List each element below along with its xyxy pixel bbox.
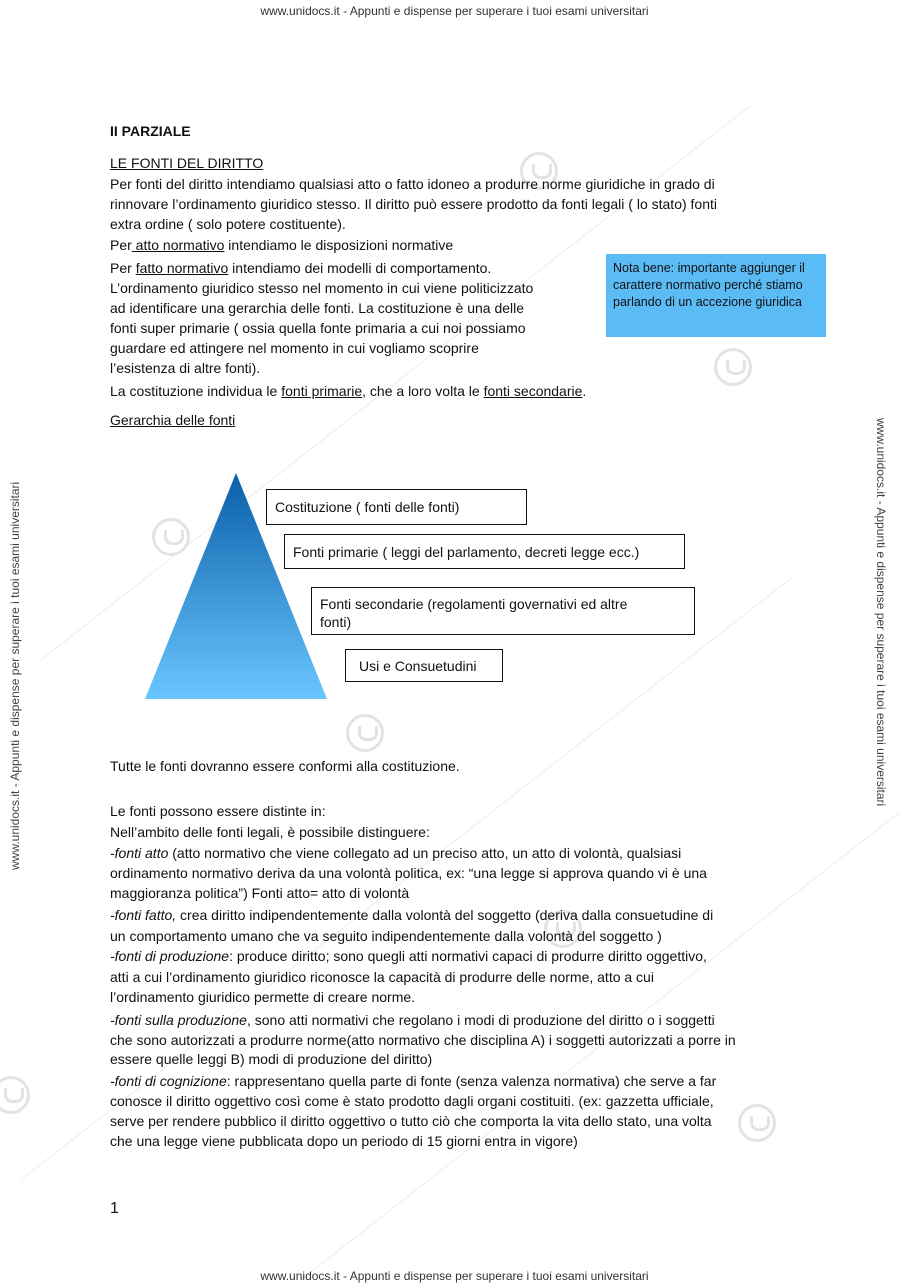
watermark-logo-icon <box>738 1104 776 1142</box>
paragraph-line: Tutte le fonti dovranno essere conformi alla costituzione. <box>110 758 460 774</box>
paragraph-line: ad identificare una gerarchia delle fonti. La costituzione è una delle <box>110 300 525 316</box>
term-fonti-di-produzione: -fonti di produzione <box>110 948 230 964</box>
paragraph-line: Le fonti possono essere distinte in: <box>110 803 326 819</box>
term-fonti-secondarie: fonti secondarie <box>483 383 583 399</box>
watermark-top: www.unidocs.it - Appunti e dispense per superare i tuoi esami universitari <box>260 4 649 18</box>
paragraph-line: extra ordine ( solo potere costituente). <box>110 216 346 232</box>
term-fonti-fatto: -fonti fatto, <box>110 907 177 923</box>
text-span: : produce diritto; sono quegli atti normativi capaci di produrre diritto oggettivo, <box>229 948 707 964</box>
section-title: LE FONTI DEL DIRITTO <box>110 155 264 171</box>
watermark-right: www.unidocs.it - Appunti e dispense per superare i tuoi esami universitari <box>874 418 888 807</box>
hierarchy-label: Costituzione ( fonti delle fonti) <box>275 499 460 515</box>
paragraph-line: l’ordinamento giuridico permette di creare norme. <box>110 989 416 1005</box>
watermark-bottom: www.unidocs.it - Appunti e dispense per superare i tuoi esami universitari <box>260 1269 649 1283</box>
paragraph-line: ordinamento normativo deriva da una volontà politica, ex: “una legge si approva quando vi è una <box>110 865 707 881</box>
paragraph-line: maggioranza politica”) Fonti atto= atto di volontà <box>110 885 410 901</box>
term-fonti-primarie: fonti primarie <box>281 383 363 399</box>
term-fonti-sulla-produzione: -fonti sulla produzione <box>110 1012 247 1028</box>
text-span: intendiamo le disposizioni normative <box>224 237 454 253</box>
watermark-left: www.unidocs.it - Appunti e dispense per superare i tuoi esami universitari <box>8 481 22 870</box>
text-span: intendiamo dei modelli di comportamento. <box>228 260 492 276</box>
hierarchy-box-costituzione <box>266 489 527 525</box>
text-span: , sono atti normativi che regolano i modi di produzione del diritto o i soggetti <box>246 1012 715 1028</box>
hierarchy-label: Fonti secondarie (regolamenti governativi ed altre <box>320 596 628 612</box>
paragraph-line <box>110 235 453 255</box>
text-span: La costituzione individua le <box>110 383 282 399</box>
text-span: Per <box>110 237 132 253</box>
paragraph-line <box>110 381 586 401</box>
paragraph-line <box>110 1071 716 1091</box>
term-atto-normativo: atto normativo <box>131 237 225 253</box>
text-span: (atto normativo che viene collegato ad un preciso atto, un atto di volontà, qualsiasi <box>168 845 682 861</box>
text-span: Per <box>110 260 136 276</box>
paragraph-line: che sono autorizzati a produrre norme(atto normativo che disciplina A) i soggetti autorizzati a porre in <box>110 1032 736 1048</box>
text-span: . <box>582 383 587 399</box>
paragraph-line: serve per rendere pubblico il diritto oggettivo o tutto ciò che comporta la vita dello stato, una volta <box>110 1113 712 1129</box>
hierarchy-box-usi-consuetudini <box>345 649 503 682</box>
paragraph-line: rinnovare l’ordinamento giuridico stesso. Il diritto può essere prodotto da fonti legali ( lo stato) fonti <box>110 196 717 212</box>
term-fonti-atto: -fonti atto <box>110 845 169 861</box>
paragraph-line: atti a cui l’ordinamento giuridico riconosce la capacità di produrre delle norme, atto a cui <box>110 969 654 985</box>
term-fonti-di-cognizione: -fonti di cognizione <box>110 1073 227 1089</box>
note-box: Nota bene: importante aggiunger il carattere normativo perché stiamo parlando di un accezione giuridica <box>606 254 826 337</box>
paragraph-line: Per fonti del diritto intendiamo qualsiasi atto o fatto idoneo a produrre norme giuridiche in grado di <box>110 176 715 192</box>
term-fatto-normativo: fatto normativo <box>135 260 229 276</box>
paragraph-line <box>110 1010 715 1030</box>
text-span: : rappresentano quella parte di fonte (senza valenza normativa) che serve a far <box>226 1073 717 1089</box>
page-number: 1 <box>110 1200 119 1217</box>
hierarchy-box-fonti-primarie <box>284 534 685 569</box>
paragraph-line <box>110 905 713 925</box>
paragraph-line: conosce il diritto oggettivo così come è stato prodotto dagli organi costituiti. (ex: gazzetta ufficiale, <box>110 1093 714 1109</box>
paragraph-line: Nell’ambito delle fonti legali, è possibile distinguere: <box>110 824 430 840</box>
hierarchy-box-fonti-secondarie <box>311 587 695 635</box>
page-heading: II PARZIALE <box>110 123 191 139</box>
hierarchy-label: Fonti primarie ( leggi del parlamento, decreti legge ecc.) <box>293 543 640 560</box>
paragraph-line: essere quelle leggi B) modi di produzione del diritto) <box>110 1051 433 1067</box>
watermark-logo-icon <box>714 348 752 386</box>
paragraph-line: che una legge viene pubblicata dopo un periodo di 15 giorni entra in vigore) <box>110 1133 578 1149</box>
paragraph-line: guardare ed attingere nel momento in cui vogliamo scoprire <box>110 340 479 356</box>
hierarchy-label: fonti) <box>320 614 352 630</box>
paragraph-line <box>110 946 707 966</box>
watermark-logo-icon <box>346 714 384 752</box>
paragraph-line: L’ordinamento giuridico stesso nel momento in cui viene politicizzato <box>110 280 534 296</box>
hierarchy-title: Gerarchia delle fonti <box>110 412 236 428</box>
text-span: crea diritto indipendentemente dalla volontà del soggetto (deriva dalla consuetudine di <box>176 907 714 923</box>
text-span: , che a loro volta le <box>362 383 484 399</box>
hierarchy-label: Usi e Consuetudini <box>359 657 477 674</box>
paragraph-line <box>110 258 491 278</box>
paragraph-line: fonti super primarie ( ossia quella fonte primaria a cui noi possiamo <box>110 320 526 336</box>
paragraph-line: l’esistenza di altre fonti). <box>110 360 261 376</box>
paragraph-line: un comportamento umano che va seguito indipendentemente dalla volontà del soggetto ) <box>110 928 662 944</box>
watermark-logo-icon <box>0 1076 30 1114</box>
paragraph-line <box>110 843 681 863</box>
